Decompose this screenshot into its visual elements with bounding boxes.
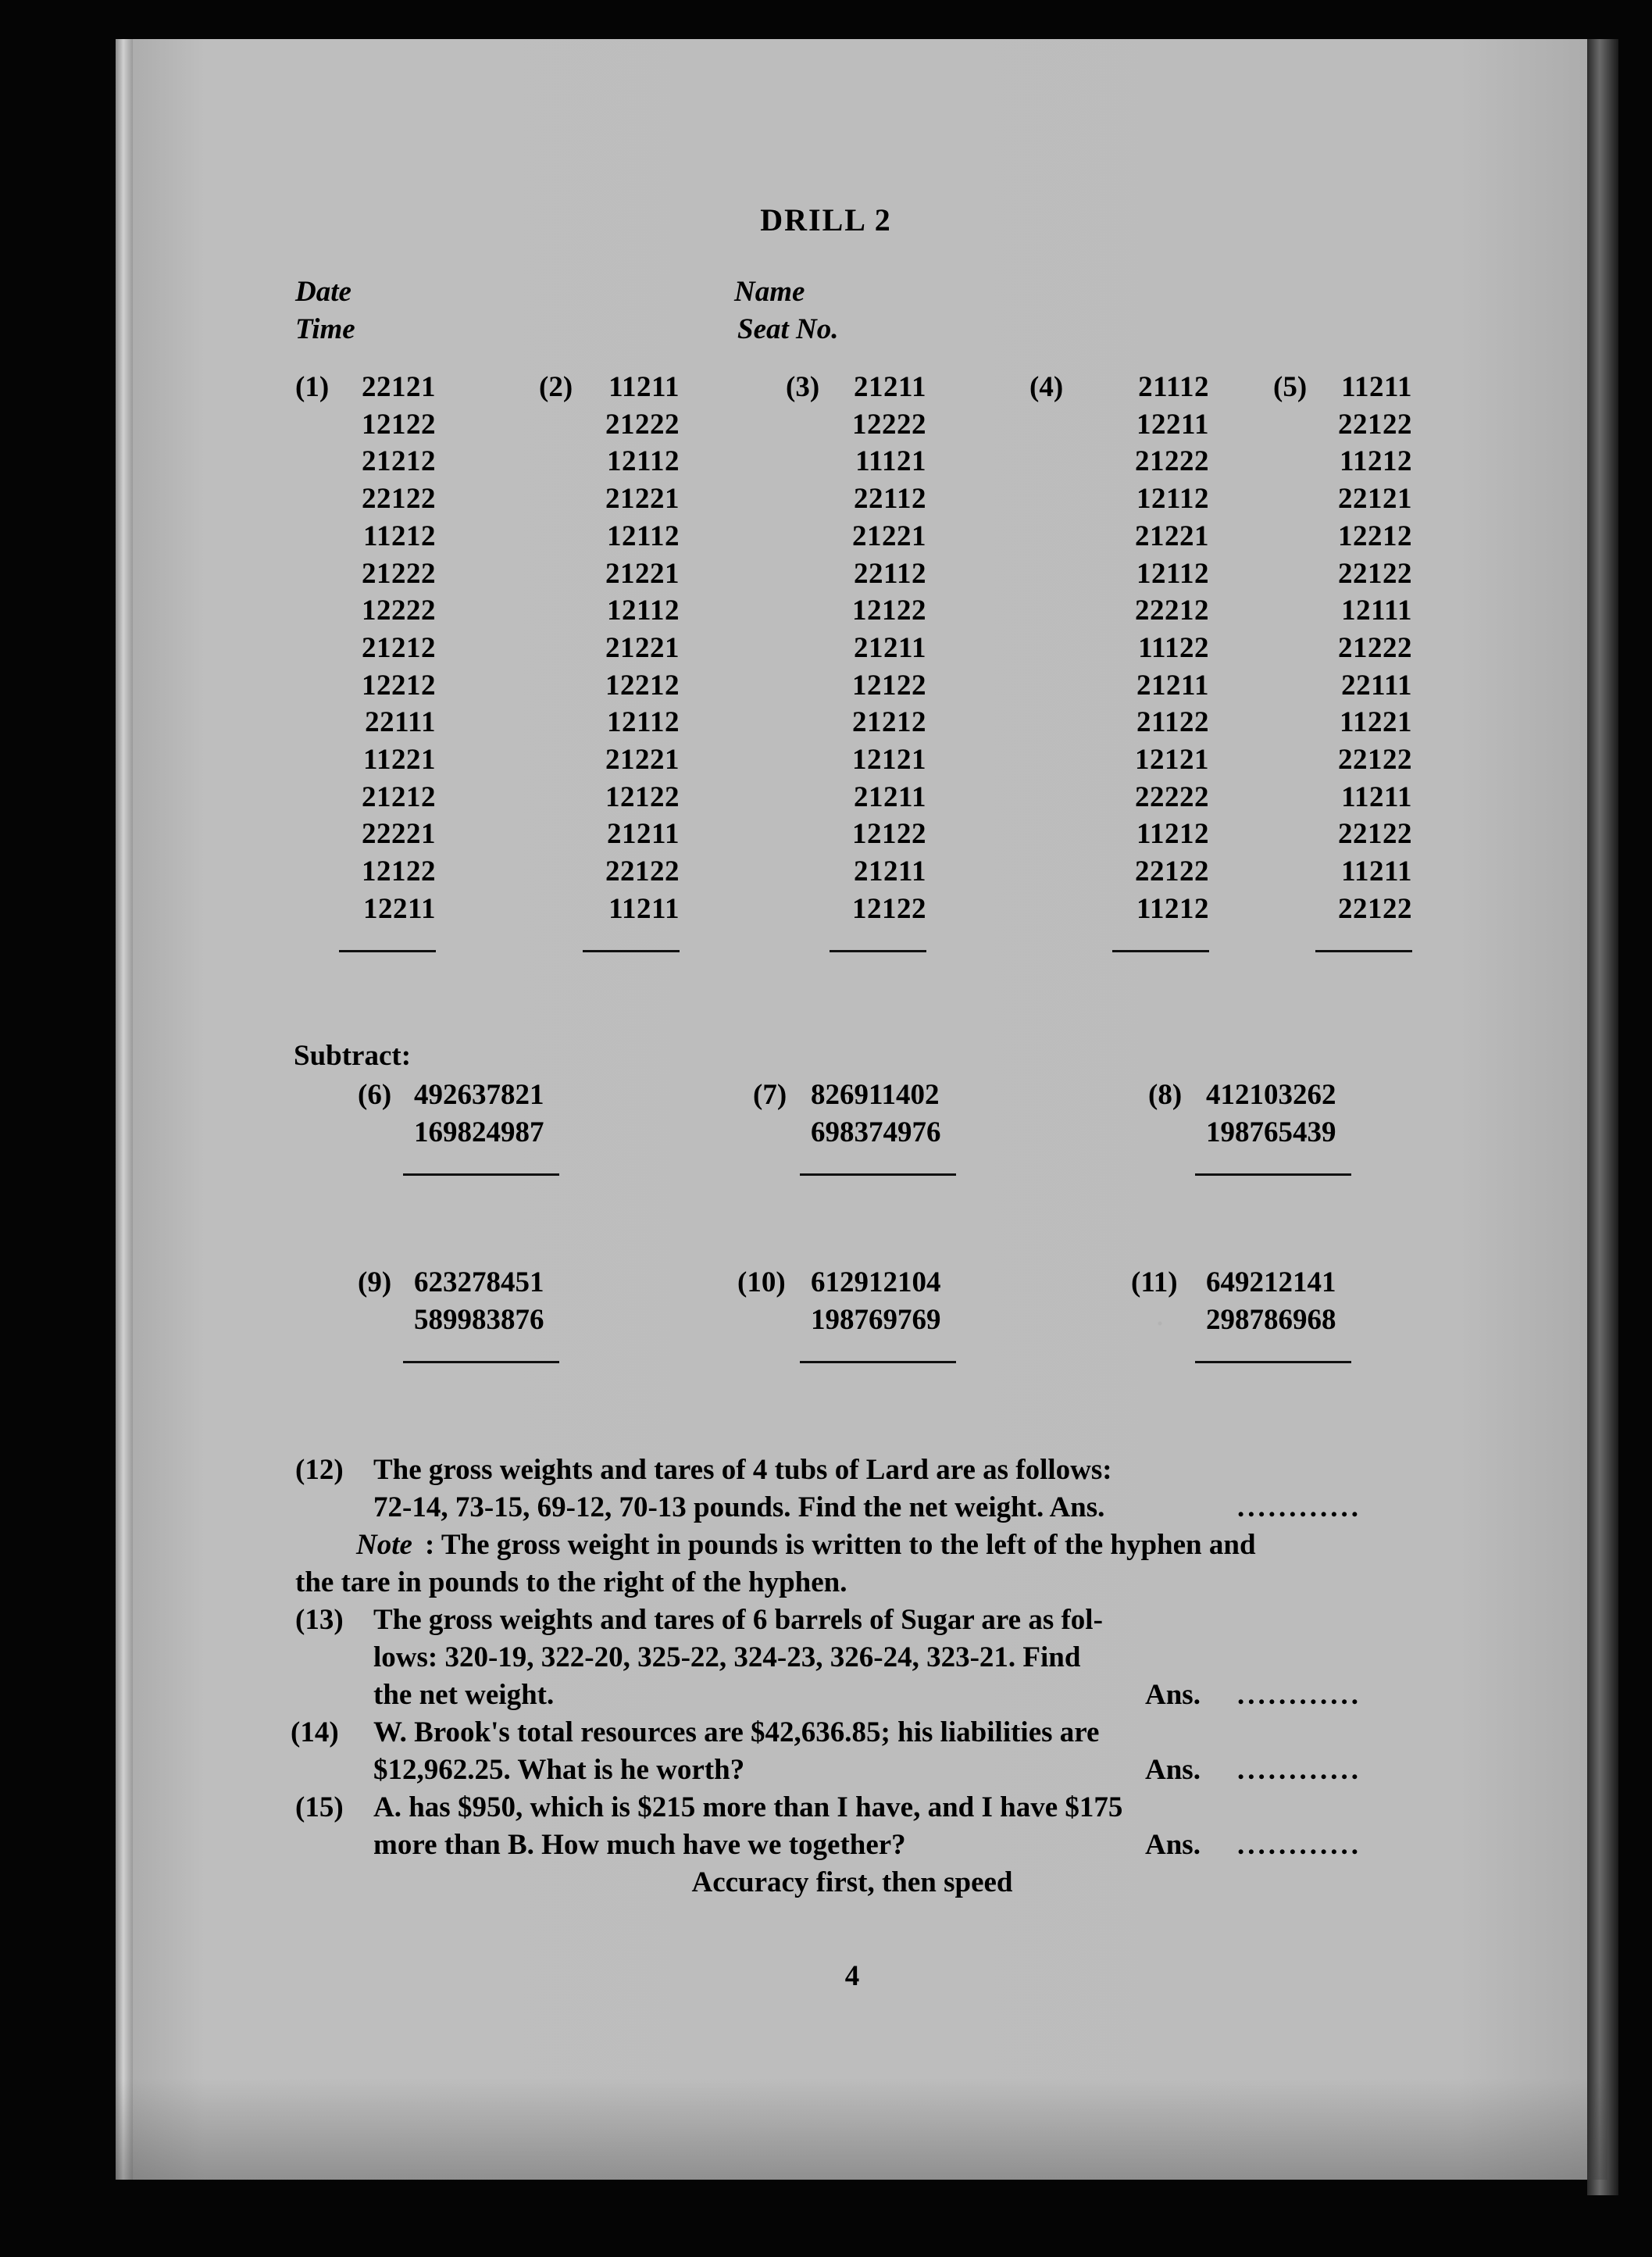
subtraction-problem-label: (11) — [1131, 1266, 1178, 1298]
problem-13-text: The gross weights and tares of 6 barrels of Sugar are as fol- — [373, 1604, 1103, 1636]
addend: 21221 — [605, 483, 680, 516]
addend: 22122 — [1338, 557, 1412, 590]
addition-problem-label: (3) — [786, 371, 820, 403]
addend: 12122 — [852, 669, 926, 702]
addend: 21221 — [605, 557, 680, 590]
name-label: Name — [734, 276, 805, 308]
difference-line — [403, 1361, 559, 1363]
subtraction-problem-label: (7) — [753, 1079, 787, 1111]
subtrahend: 589983876 — [414, 1304, 544, 1336]
addend: 21221 — [605, 744, 680, 776]
addend: 12112 — [607, 595, 680, 627]
addend: 21211 — [854, 631, 926, 664]
addend: 21211 — [854, 780, 926, 813]
addend: 12121 — [852, 744, 926, 776]
addend: 22111 — [1341, 669, 1412, 702]
subtrahend: 698374976 — [811, 1116, 941, 1148]
addend: 11211 — [1341, 780, 1412, 813]
addition-problem-label: (4) — [1029, 371, 1064, 403]
sum-line — [339, 950, 436, 952]
subtraction-problem-label: (10) — [737, 1266, 786, 1298]
answer-blank: ............ — [1237, 1829, 1361, 1861]
problem-14-number: (14) — [291, 1716, 339, 1748]
addend: 22222 — [1135, 780, 1209, 813]
problem-14-text: W. Brook's total resources are $42,636.85; his liabilities are — [373, 1716, 1100, 1748]
note-label: Note — [356, 1529, 412, 1561]
addend: 11122 — [1138, 631, 1209, 664]
addition-problem-label: (1) — [295, 371, 330, 403]
problem-14-ans-label: Ans. — [1145, 1754, 1201, 1786]
addend: 12222 — [852, 408, 926, 441]
addend: 21212 — [852, 706, 926, 739]
minuend: 492637821 — [414, 1079, 544, 1111]
problem-12-text: 72-14, 73-15, 69-12, 70-13 pounds. Find the net weight. Ans. — [373, 1491, 1105, 1523]
note-text: : The gross weight in pounds is written to the left of the hyphen and — [425, 1529, 1256, 1561]
addend: 21222 — [362, 557, 436, 590]
addend: 12112 — [607, 445, 680, 478]
problem-15-number: (15) — [295, 1791, 344, 1823]
page-number: 4 — [844, 1960, 860, 1992]
subtrahend: 198769769 — [811, 1304, 941, 1336]
subtrahend: 198765439 — [1206, 1116, 1336, 1148]
addend: 12112 — [1136, 557, 1209, 590]
difference-line — [1195, 1173, 1351, 1176]
addend: 21211 — [854, 855, 926, 888]
addend: 12212 — [362, 669, 436, 702]
addend: 21221 — [852, 520, 926, 552]
note-text: the tare in pounds to the right of the hyphen. — [295, 1566, 847, 1598]
addend: 21112 — [1138, 371, 1209, 403]
problem-12-number: (12) — [295, 1454, 344, 1486]
addend: 12211 — [1136, 408, 1209, 441]
time-label: Time — [295, 313, 355, 345]
addend: 22122 — [1338, 408, 1412, 441]
date-label: Date — [295, 276, 351, 308]
difference-line — [403, 1173, 559, 1176]
problem-13-text: the net weight. — [373, 1679, 555, 1711]
addend: 11212 — [1136, 818, 1209, 851]
difference-line — [1195, 1361, 1351, 1363]
addend: 12222 — [362, 595, 436, 627]
addend: 11211 — [1341, 855, 1412, 888]
addend: 22121 — [362, 371, 436, 403]
addend: 21222 — [1135, 445, 1209, 478]
addend: 11221 — [363, 744, 436, 776]
addend: 22122 — [1338, 818, 1412, 851]
addend: 12212 — [605, 669, 680, 702]
addend: 21211 — [1136, 669, 1209, 702]
page-bottom-shadow — [116, 2078, 1607, 2180]
addition-problem-label: (5) — [1273, 371, 1308, 403]
addend: 21212 — [362, 445, 436, 478]
addend: 22212 — [1135, 595, 1209, 627]
drill-title: DRILL 2 — [760, 202, 892, 237]
subtrahend: 298786968 — [1206, 1304, 1336, 1336]
problem-15-ans-label: Ans. — [1145, 1829, 1201, 1861]
addend: 22112 — [854, 557, 926, 590]
addend: 12211 — [363, 892, 436, 925]
addend: 12112 — [1136, 483, 1209, 516]
addend: 22122 — [1338, 744, 1412, 776]
addend: 12122 — [362, 408, 436, 441]
addend: 21212 — [362, 780, 436, 813]
minuend: 826911402 — [811, 1079, 940, 1111]
problem-13-ans-label: Ans. — [1145, 1679, 1201, 1711]
difference-line — [800, 1173, 956, 1176]
minuend: 649212141 — [1206, 1266, 1336, 1298]
subtrahend: 169824987 — [414, 1116, 544, 1148]
motto: Accuracy first, then speed — [691, 1866, 1013, 1898]
minuend: 612912104 — [811, 1266, 941, 1298]
subtraction-problem-label: (6) — [358, 1079, 392, 1111]
page-binding-edge — [116, 39, 133, 2180]
minuend: 623278451 — [414, 1266, 544, 1298]
addend: 12122 — [852, 595, 926, 627]
addend: 12122 — [362, 855, 436, 888]
addend: 22112 — [854, 483, 926, 516]
addend: 12121 — [1135, 744, 1209, 776]
addend: 12112 — [607, 520, 680, 552]
problem-14-text: $12,962.25. What is he worth? — [373, 1754, 745, 1786]
addend: 22122 — [362, 483, 436, 516]
addend: 12122 — [852, 818, 926, 851]
addend: 21221 — [1135, 520, 1209, 552]
addend: 12112 — [607, 706, 680, 739]
addend: 11212 — [1340, 445, 1412, 478]
addend: 22121 — [1338, 483, 1412, 516]
addend: 12212 — [1338, 520, 1412, 552]
addend: 21211 — [854, 371, 926, 403]
addend: 21222 — [1338, 631, 1412, 664]
addend: 11212 — [1136, 892, 1209, 925]
addend: 11221 — [1340, 706, 1412, 739]
addend: 12111 — [1341, 595, 1412, 627]
addend: 22122 — [1135, 855, 1209, 888]
sum-line — [1315, 950, 1412, 952]
problem-12-text: The gross weights and tares of 4 tubs of Lard are as follows: — [373, 1454, 1112, 1486]
answer-blank: ............ — [1237, 1679, 1361, 1711]
subtraction-problem-label: (8) — [1148, 1079, 1183, 1111]
problem-15-text: A. has $950, which is $215 more than I have, and I have $175 — [373, 1791, 1123, 1823]
subtract-heading: Subtract: — [294, 1040, 412, 1072]
addend: 11211 — [608, 892, 680, 925]
problem-15-text: more than B. How much have we together? — [373, 1829, 906, 1861]
addend: 11211 — [1341, 371, 1412, 403]
sum-line — [830, 950, 926, 952]
answer-blank: ............ — [1237, 1491, 1361, 1523]
addend: 11212 — [363, 520, 436, 552]
addend: 21222 — [605, 408, 680, 441]
problem-13-number: (13) — [295, 1604, 344, 1636]
seat-number-label: Seat No. — [737, 313, 839, 345]
addend: 21122 — [1136, 706, 1209, 739]
addend: 11211 — [608, 371, 680, 403]
addend: 21211 — [607, 818, 680, 851]
addend: 22221 — [362, 818, 436, 851]
addend: 11121 — [855, 445, 926, 478]
addend: 22111 — [365, 706, 436, 739]
addend: 12122 — [605, 780, 680, 813]
sum-line — [583, 950, 680, 952]
addend: 22122 — [605, 855, 680, 888]
problem-13-text: lows: 320-19, 322-20, 325-22, 324-23, 326-24, 323-21. Find — [373, 1641, 1081, 1673]
addition-problem-label: (2) — [539, 371, 573, 403]
answer-blank: ............ — [1237, 1754, 1361, 1786]
difference-line — [800, 1361, 956, 1363]
minuend: 412103262 — [1206, 1079, 1336, 1111]
addend: 22122 — [1338, 892, 1412, 925]
addend: 21212 — [362, 631, 436, 664]
sum-line — [1112, 950, 1209, 952]
addend: 12122 — [852, 892, 926, 925]
addend: 21221 — [605, 631, 680, 664]
subtraction-problem-label: (9) — [358, 1266, 392, 1298]
